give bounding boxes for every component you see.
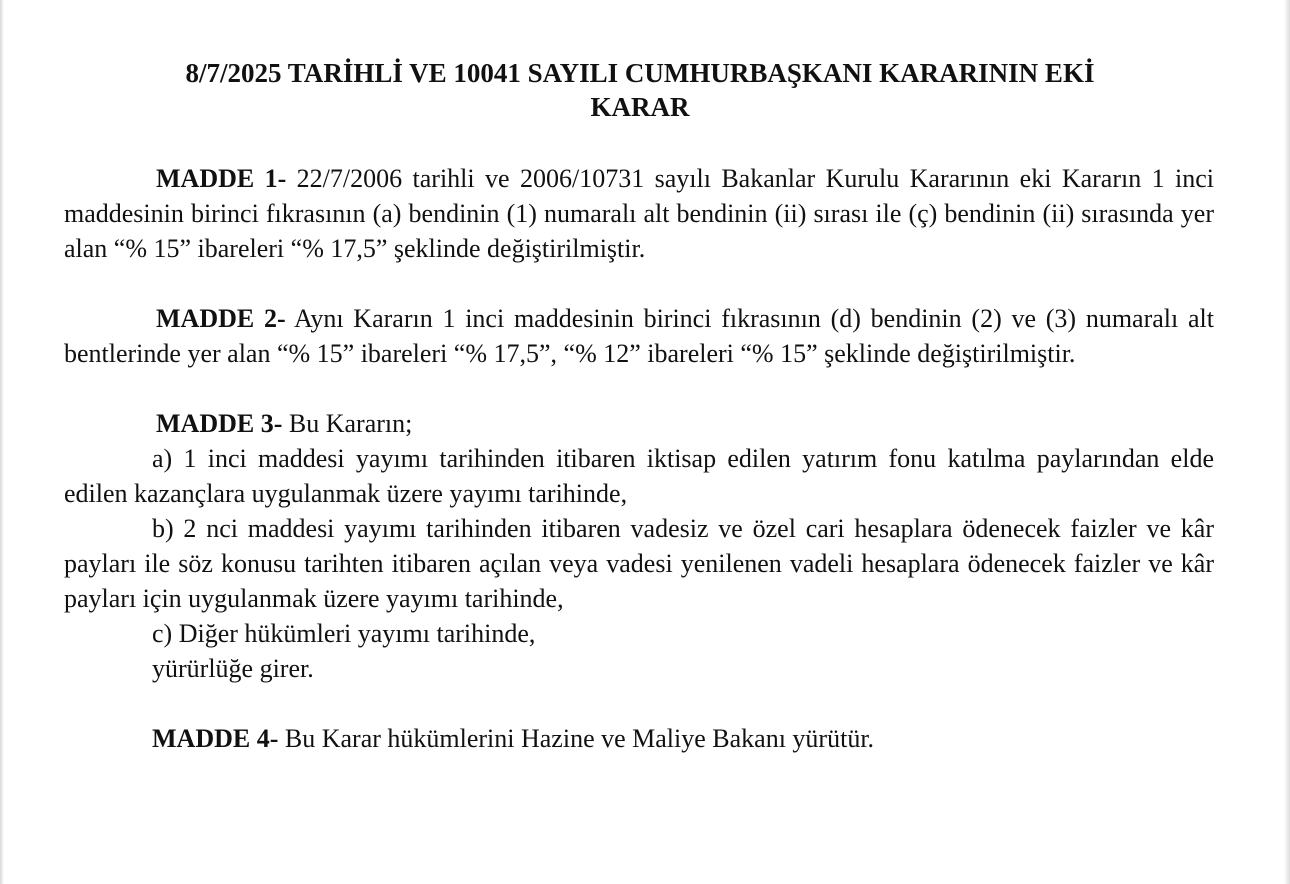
spacer bbox=[64, 686, 1214, 721]
article-4-heading: MADDE 4- bbox=[152, 724, 279, 753]
article-2-heading: MADDE 2- bbox=[156, 304, 286, 333]
document-title bbox=[60, 56, 1220, 124]
article-3-item-c: c) Diğer hükümleri yayımı tarihinde, bbox=[152, 619, 536, 648]
article-1 bbox=[64, 161, 1214, 266]
document-body bbox=[64, 161, 1214, 756]
article-4 bbox=[64, 721, 1214, 756]
article-4-text: Bu Karar hükümlerini Hazine ve Maliye Bakanı yürütür. bbox=[278, 724, 875, 753]
article-3-text: Bu Kararın; bbox=[282, 409, 413, 438]
page-left-edge bbox=[0, 0, 4, 884]
page-right-edge bbox=[1284, 0, 1290, 884]
article-3-item-b: b) 2 nci maddesi yayımı tarihinden itibaren vadesiz ve özel cari hesaplara ödenecek faizler ve kâr payları ile söz konusu tarihten itibaren açılan veya vadesi yenilenen vadeli hesaplara ödenecek faizler ve kâr payları için uygulanmak üzere yayımı tarihinde, bbox=[64, 514, 1214, 613]
article-3 bbox=[64, 406, 1214, 441]
spacer bbox=[64, 371, 1214, 406]
title-line-1: 8/7/2025 TARİHLİ VE 10041 SAYILI CUMHURBAŞKANI KARARININ EKİ bbox=[185, 58, 1095, 88]
article-3-item-a: a) 1 inci maddesi yayımı tarihinden itibaren iktisap edilen yatırım fonu katılma paylarından elde edilen kazançlara uygulanmak üzere yayımı tarihinde, bbox=[64, 444, 1214, 508]
article-3-closing: yürürlüğe girer. bbox=[152, 654, 314, 683]
article-1-heading: MADDE 1- bbox=[156, 164, 287, 193]
article-2-text: Aynı Kararın 1 inci maddesinin birinci fıkrasının (d) bendinin (2) ve (3) numaralı alt bentlerinde yer alan “% 15” ibareleri “% 17,5”, “% 12” ibareleri “% 15” şeklinde değiştirilmiştir. bbox=[64, 304, 1214, 368]
title-line-2: KARAR bbox=[590, 92, 690, 122]
article-1-text: 22/7/2006 tarihli ve 2006/10731 sayılı Bakanlar Kurulu Kararının eki Kararın 1 inci maddesinin birinci fıkrasının (a) bendinin (1) numaralı alt bendinin (ii) sırası ile (ç) bendinin (ii) sırasında yer alan “% 15” ibareleri “% 17,5” şeklinde değiştirilmiştir. bbox=[64, 164, 1215, 263]
spacer bbox=[64, 266, 1214, 301]
article-2 bbox=[64, 301, 1214, 371]
article-3-heading: MADDE 3- bbox=[156, 409, 283, 438]
